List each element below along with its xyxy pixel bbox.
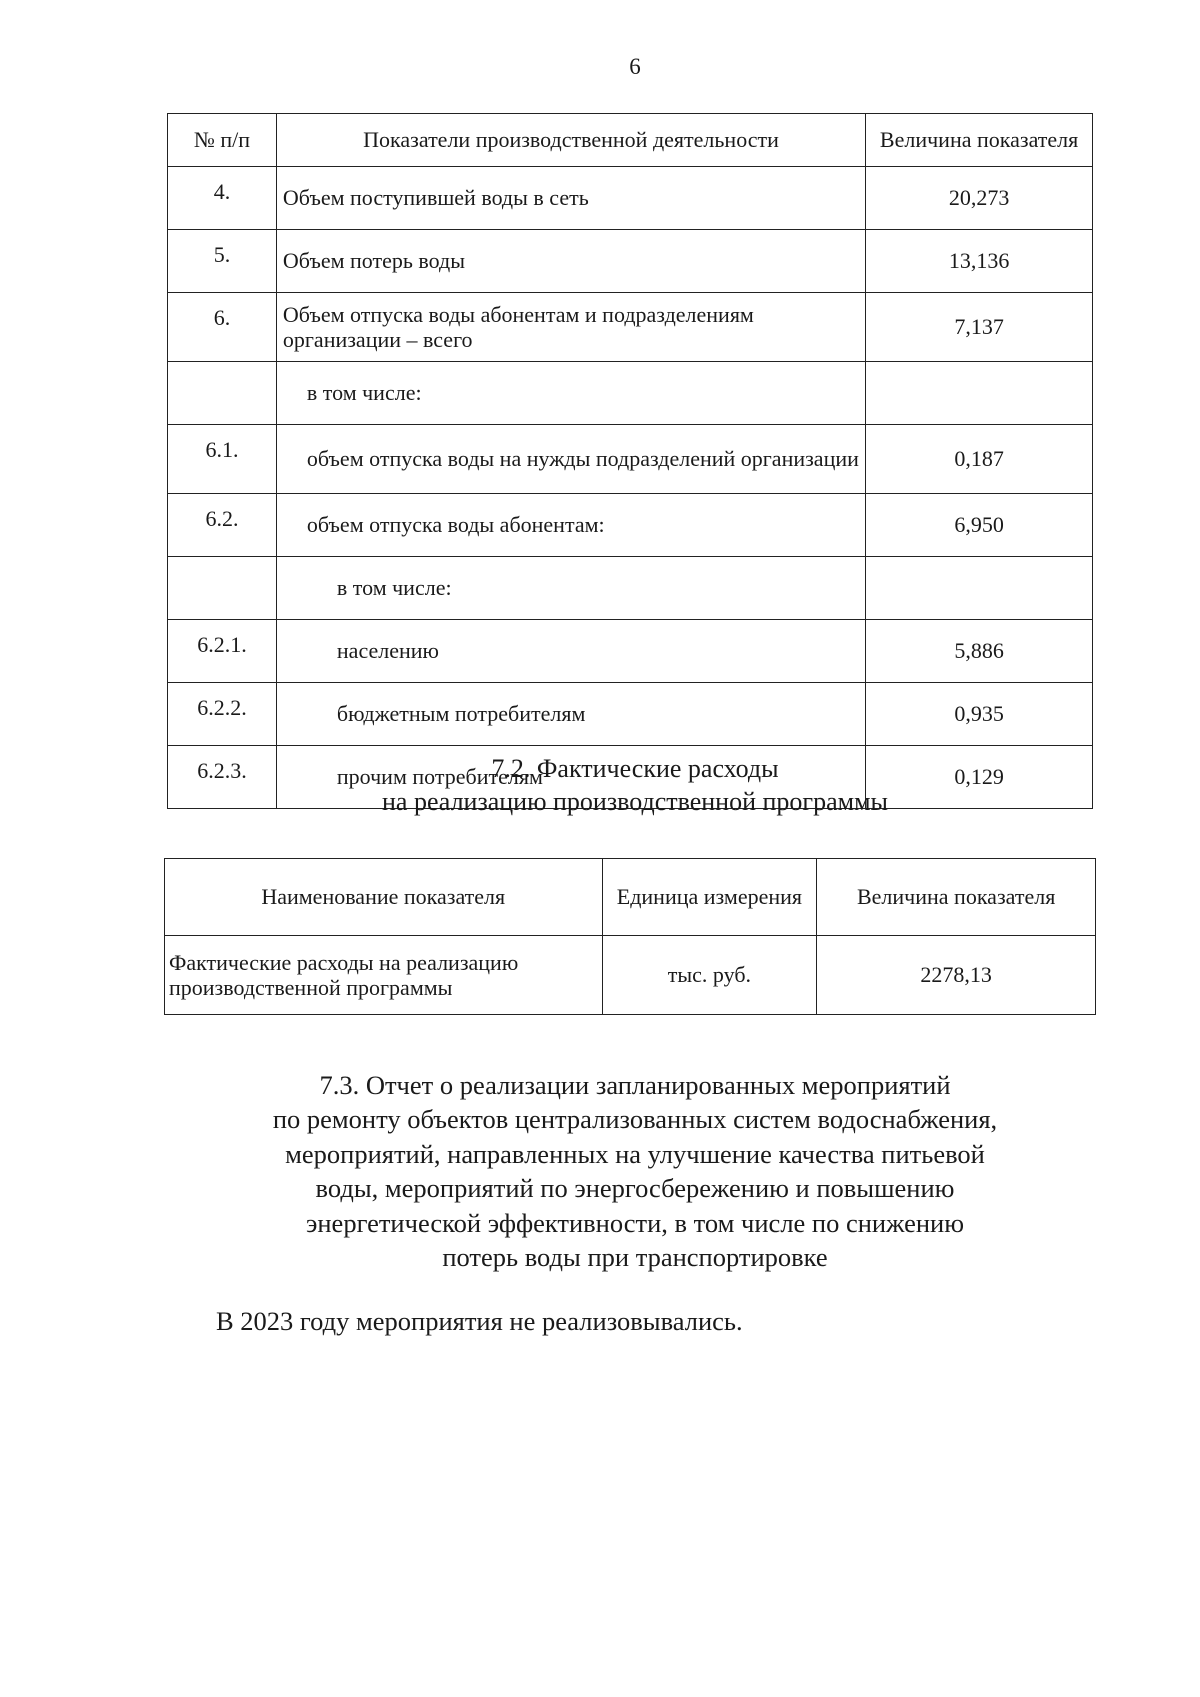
row-value: 0,935	[866, 683, 1093, 746]
row-value: 0,129	[866, 746, 1093, 809]
table-row	[168, 494, 1093, 557]
row-name: бюджетным потребителям	[276, 683, 865, 746]
expense-name: Фактические расходы на реализацию производственной программы	[165, 936, 603, 1015]
table-row	[168, 167, 1093, 230]
row-value: 0,187	[866, 425, 1093, 494]
column-header-value: Величина показателя	[866, 114, 1093, 167]
column-header-unit: Единица измерения	[602, 859, 817, 936]
row-name: Объем поступившей воды в сеть	[276, 167, 865, 230]
section-7-3-title-line: воды, мероприятий по энергосбережению и повышению	[315, 1173, 955, 1204]
row-number: 6.2.	[168, 494, 277, 557]
column-header-indicator-name: Наименование показателя	[165, 859, 603, 936]
table-header-row	[168, 114, 1093, 167]
row-value: 6,950	[866, 494, 1093, 557]
row-name: прочим потребителям	[276, 746, 865, 809]
table-row	[168, 683, 1093, 746]
section-7-3-title-line: по ремонту объектов централизованных систем водоснабжения,	[272, 1104, 998, 1135]
row-number	[168, 557, 277, 620]
row-value: 5,886	[866, 620, 1093, 683]
row-number: 4.	[168, 167, 277, 230]
page-number: 6	[629, 54, 641, 79]
table-row	[168, 620, 1093, 683]
section-7-3-text: В 2023 году мероприятия не реализовывались.	[216, 1306, 743, 1336]
row-number: 6.1.	[168, 425, 277, 494]
row-value: 20,273	[866, 167, 1093, 230]
section-7-2-title-line: 7.2. Фактические расходы	[491, 754, 779, 783]
actual-expenses-table	[164, 858, 1096, 1015]
section-7-3-title-line: мероприятий, направленных на улучшение качества питьевой	[285, 1138, 985, 1169]
table-row	[168, 557, 1093, 620]
row-number: 5.	[168, 230, 277, 293]
column-header-number: № п/п	[168, 114, 277, 167]
section-7-3-title-line: энергетической эффективности, в том числе по снижению	[306, 1207, 964, 1238]
row-number: 6.2.1.	[168, 620, 277, 683]
section-7-2-title-line: на реализацию производственной программы	[381, 787, 888, 817]
production-indicators-table	[167, 113, 1093, 809]
table-row	[168, 230, 1093, 293]
section-7-2-heading	[0, 752, 1200, 818]
row-name: в том числе:	[276, 362, 865, 425]
section-7-3-title-line: потерь воды при транспортировке	[442, 1242, 828, 1273]
section-7-3-title-line: 7.3. Отчет о реализации запланированных мероприятий	[319, 1070, 951, 1100]
row-name: Объем потерь воды	[276, 230, 865, 293]
row-name: в том числе:	[276, 557, 865, 620]
table-row	[168, 293, 1093, 362]
row-number: 6.2.2.	[168, 683, 277, 746]
row-name: населению	[276, 620, 865, 683]
row-value	[866, 557, 1093, 620]
row-name: Объем отпуска воды абонентам и подразделениям организации – всего	[276, 293, 865, 362]
section-7-3-heading	[0, 1068, 1200, 1275]
row-value: 7,137	[866, 293, 1093, 362]
column-header-value: Величина показателя	[817, 859, 1096, 936]
expense-unit: тыс. руб.	[602, 936, 817, 1015]
row-value	[866, 362, 1093, 425]
table-row	[168, 425, 1093, 494]
row-number: 6.	[168, 293, 277, 362]
row-value: 13,136	[866, 230, 1093, 293]
table-row	[168, 362, 1093, 425]
column-header-indicator: Показатели производственной деятельности	[276, 114, 865, 167]
row-name: объем отпуска воды на нужды подразделений организации	[276, 425, 865, 494]
table-row	[165, 936, 1096, 1015]
row-number: 6.2.3.	[168, 746, 277, 809]
table-header-row	[165, 859, 1096, 936]
row-name: объем отпуска воды абонентам:	[276, 494, 865, 557]
expense-value: 2278,13	[817, 936, 1096, 1015]
row-number	[168, 362, 277, 425]
